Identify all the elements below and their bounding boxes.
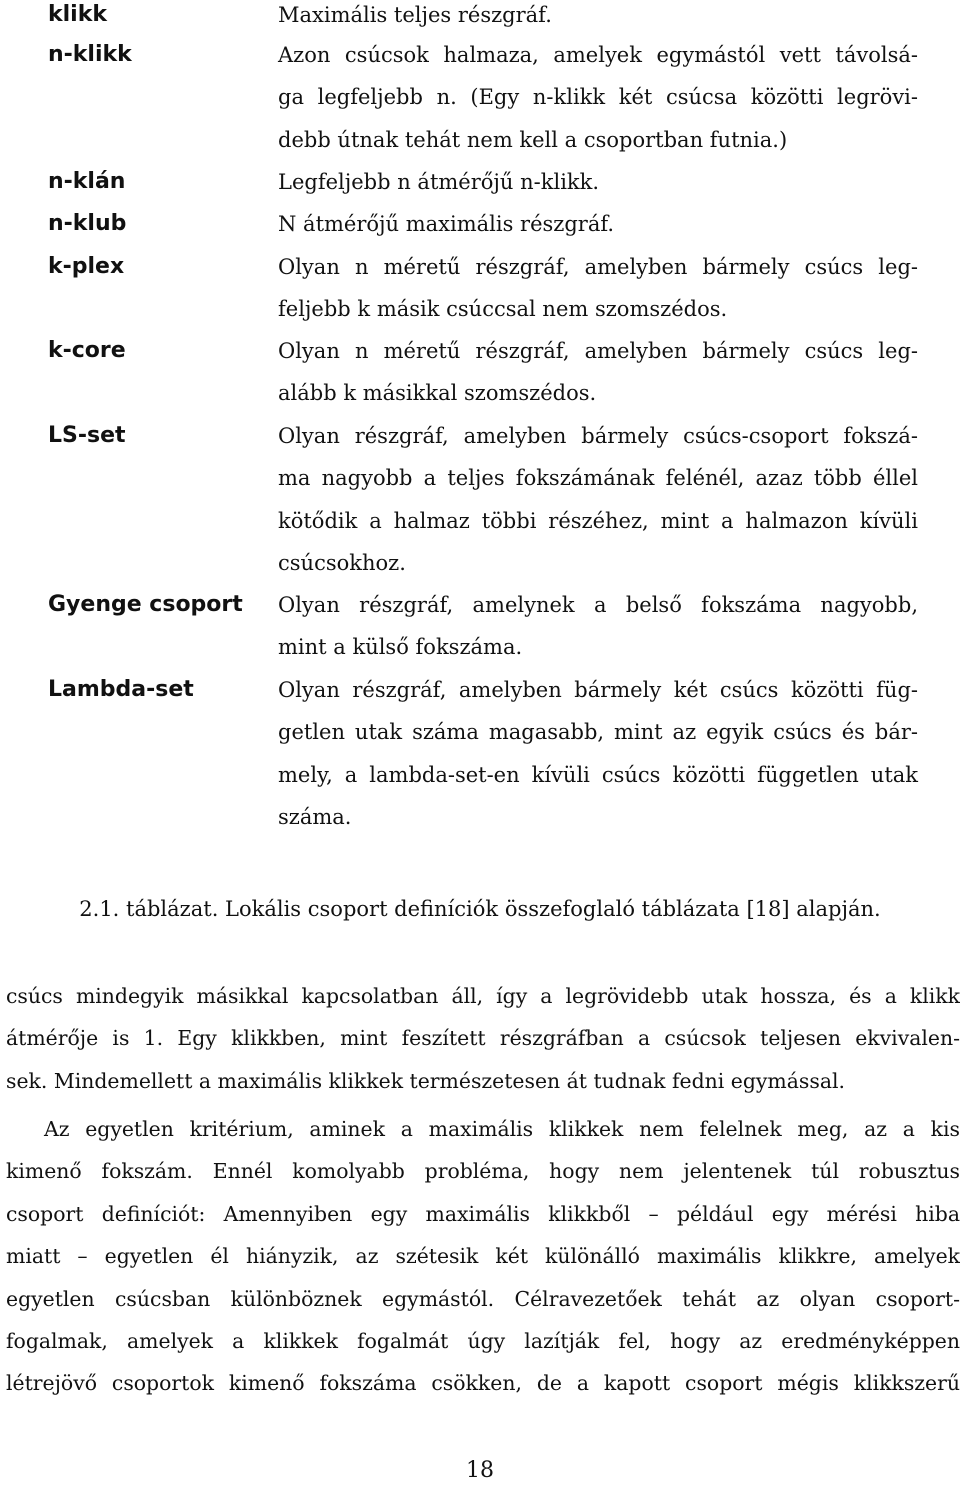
body-paragraph-2: [6, 1108, 960, 1405]
definition-text: [278, 0, 918, 36]
definition-line: ga legfeljebb n. (Egy n-klikk két csúcsa közötti legrövi-: [278, 85, 918, 110]
definition-text: [278, 584, 918, 669]
body-paragraph-1: [6, 975, 960, 1102]
definition-line: Olyan részgráf, amelyben bármely csúcs-csoport fokszá-: [278, 424, 918, 448]
definition-text: [278, 34, 918, 161]
definition-line: mely, a lambda-set-en kívüli csúcs közötti független utak: [278, 762, 918, 787]
definition-line: Olyan részgráf, amelyben bármely két csúcs közötti füg-: [278, 678, 918, 702]
table-caption: 2.1. táblázat. Lokális csoport definíciók összefoglaló táblázata [18] alapján.: [79, 897, 881, 921]
term-label: Gyenge csoport: [48, 592, 243, 617]
definition-line: Azon csúcsok halmaza, amelyek egymástól vett távolsá-: [278, 43, 918, 67]
paragraph-line: csoport definíciót: Amennyiben egy maximális klikkből – például egy mérési hiba: [6, 1201, 960, 1226]
term-label: klikk: [48, 2, 107, 27]
paragraph-line: fogalmak, amelyek a klikkek fogalmát úgy lazítják fel, hogy az eredményképpen: [6, 1329, 960, 1354]
definition-line: száma.: [278, 804, 352, 829]
definition-text: [278, 203, 918, 245]
paragraph-line: átmérője is 1. Egy klikkben, mint feszített részgráfban a csúcsok teljesen ekvivalen-: [6, 1026, 960, 1051]
paragraph-line: létrejövő csoportok kimenő fokszáma csökken, de a kapott csoport mégis klikkszerű: [6, 1371, 960, 1396]
definition-text: [278, 415, 918, 584]
definition-line: N átmérőjű maximális részgráf.: [278, 212, 615, 236]
paragraph-line: csúcs mindegyik másikkal kapcsolatban áll, így a legrövidebb utak hossza, és a klikk: [6, 984, 960, 1008]
paragraph-line: Az egyetlen kritérium, aminek a maximális klikkek nem felelnek meg, az a kis: [44, 1117, 960, 1141]
page-number: 18: [466, 1458, 494, 1483]
definition-line: feljebb k másik csúccsal nem szomszédos.: [278, 297, 728, 322]
definition-line: csúcsokhoz.: [278, 550, 406, 575]
definition-line: ma nagyobb a teljes fokszámának felénél, azaz több éllel: [278, 466, 918, 491]
definition-line: Olyan n méretű részgráf, amelyben bármely csúcs leg-: [278, 255, 918, 279]
definition-text: [278, 246, 918, 331]
definition-line: Olyan részgráf, amelynek a belső fokszáma nagyobb,: [278, 593, 918, 617]
definition-line: Legfeljebb n átmérőjű n-klikk.: [278, 170, 600, 194]
definition-line: Maximális teljes részgráf.: [278, 3, 552, 27]
term-label: k-core: [48, 338, 126, 363]
definition-text: [278, 330, 918, 415]
definition-line: Olyan n méretű részgráf, amelyben bármely csúcs leg-: [278, 339, 918, 363]
term-label: k-plex: [48, 254, 125, 279]
paragraph-line: egyetlen csúcsban különböznek egymástól. Célravezetőek tehát az olyan csoport-: [6, 1286, 960, 1311]
definition-line: alább k másikkal szomszédos.: [278, 381, 597, 406]
definition-line: kötődik a halmaz többi részéhez, mint a halmazon kívüli: [278, 508, 918, 533]
definition-text: [278, 161, 918, 203]
definition-line: getlen utak száma magasabb, mint az egyik csúcs és bár-: [278, 720, 918, 745]
term-label: n-klub: [48, 211, 127, 236]
term-label: n-klikk: [48, 42, 132, 67]
paragraph-line: kimenő fokszám. Ennél komolyabb probléma, hogy nem jelentenek túl robusztus: [6, 1159, 960, 1184]
definition-line: mint a külső fokszáma.: [278, 635, 523, 660]
term-label: Lambda-set: [48, 677, 194, 702]
paragraph-line: sek. Mindemellett a maximális klikkek természetesen át tudnak fedni egymással.: [6, 1068, 845, 1093]
paragraph-line: miatt – egyetlen él hiányzik, az szétesik két különálló maximális klikkre, amelyek: [6, 1244, 960, 1269]
definition-line: debb útnak tehát nem kell a csoportban futnia.): [278, 127, 788, 152]
definition-text: [278, 669, 918, 838]
term-label: n-klán: [48, 169, 126, 194]
term-label: LS-set: [48, 423, 126, 448]
